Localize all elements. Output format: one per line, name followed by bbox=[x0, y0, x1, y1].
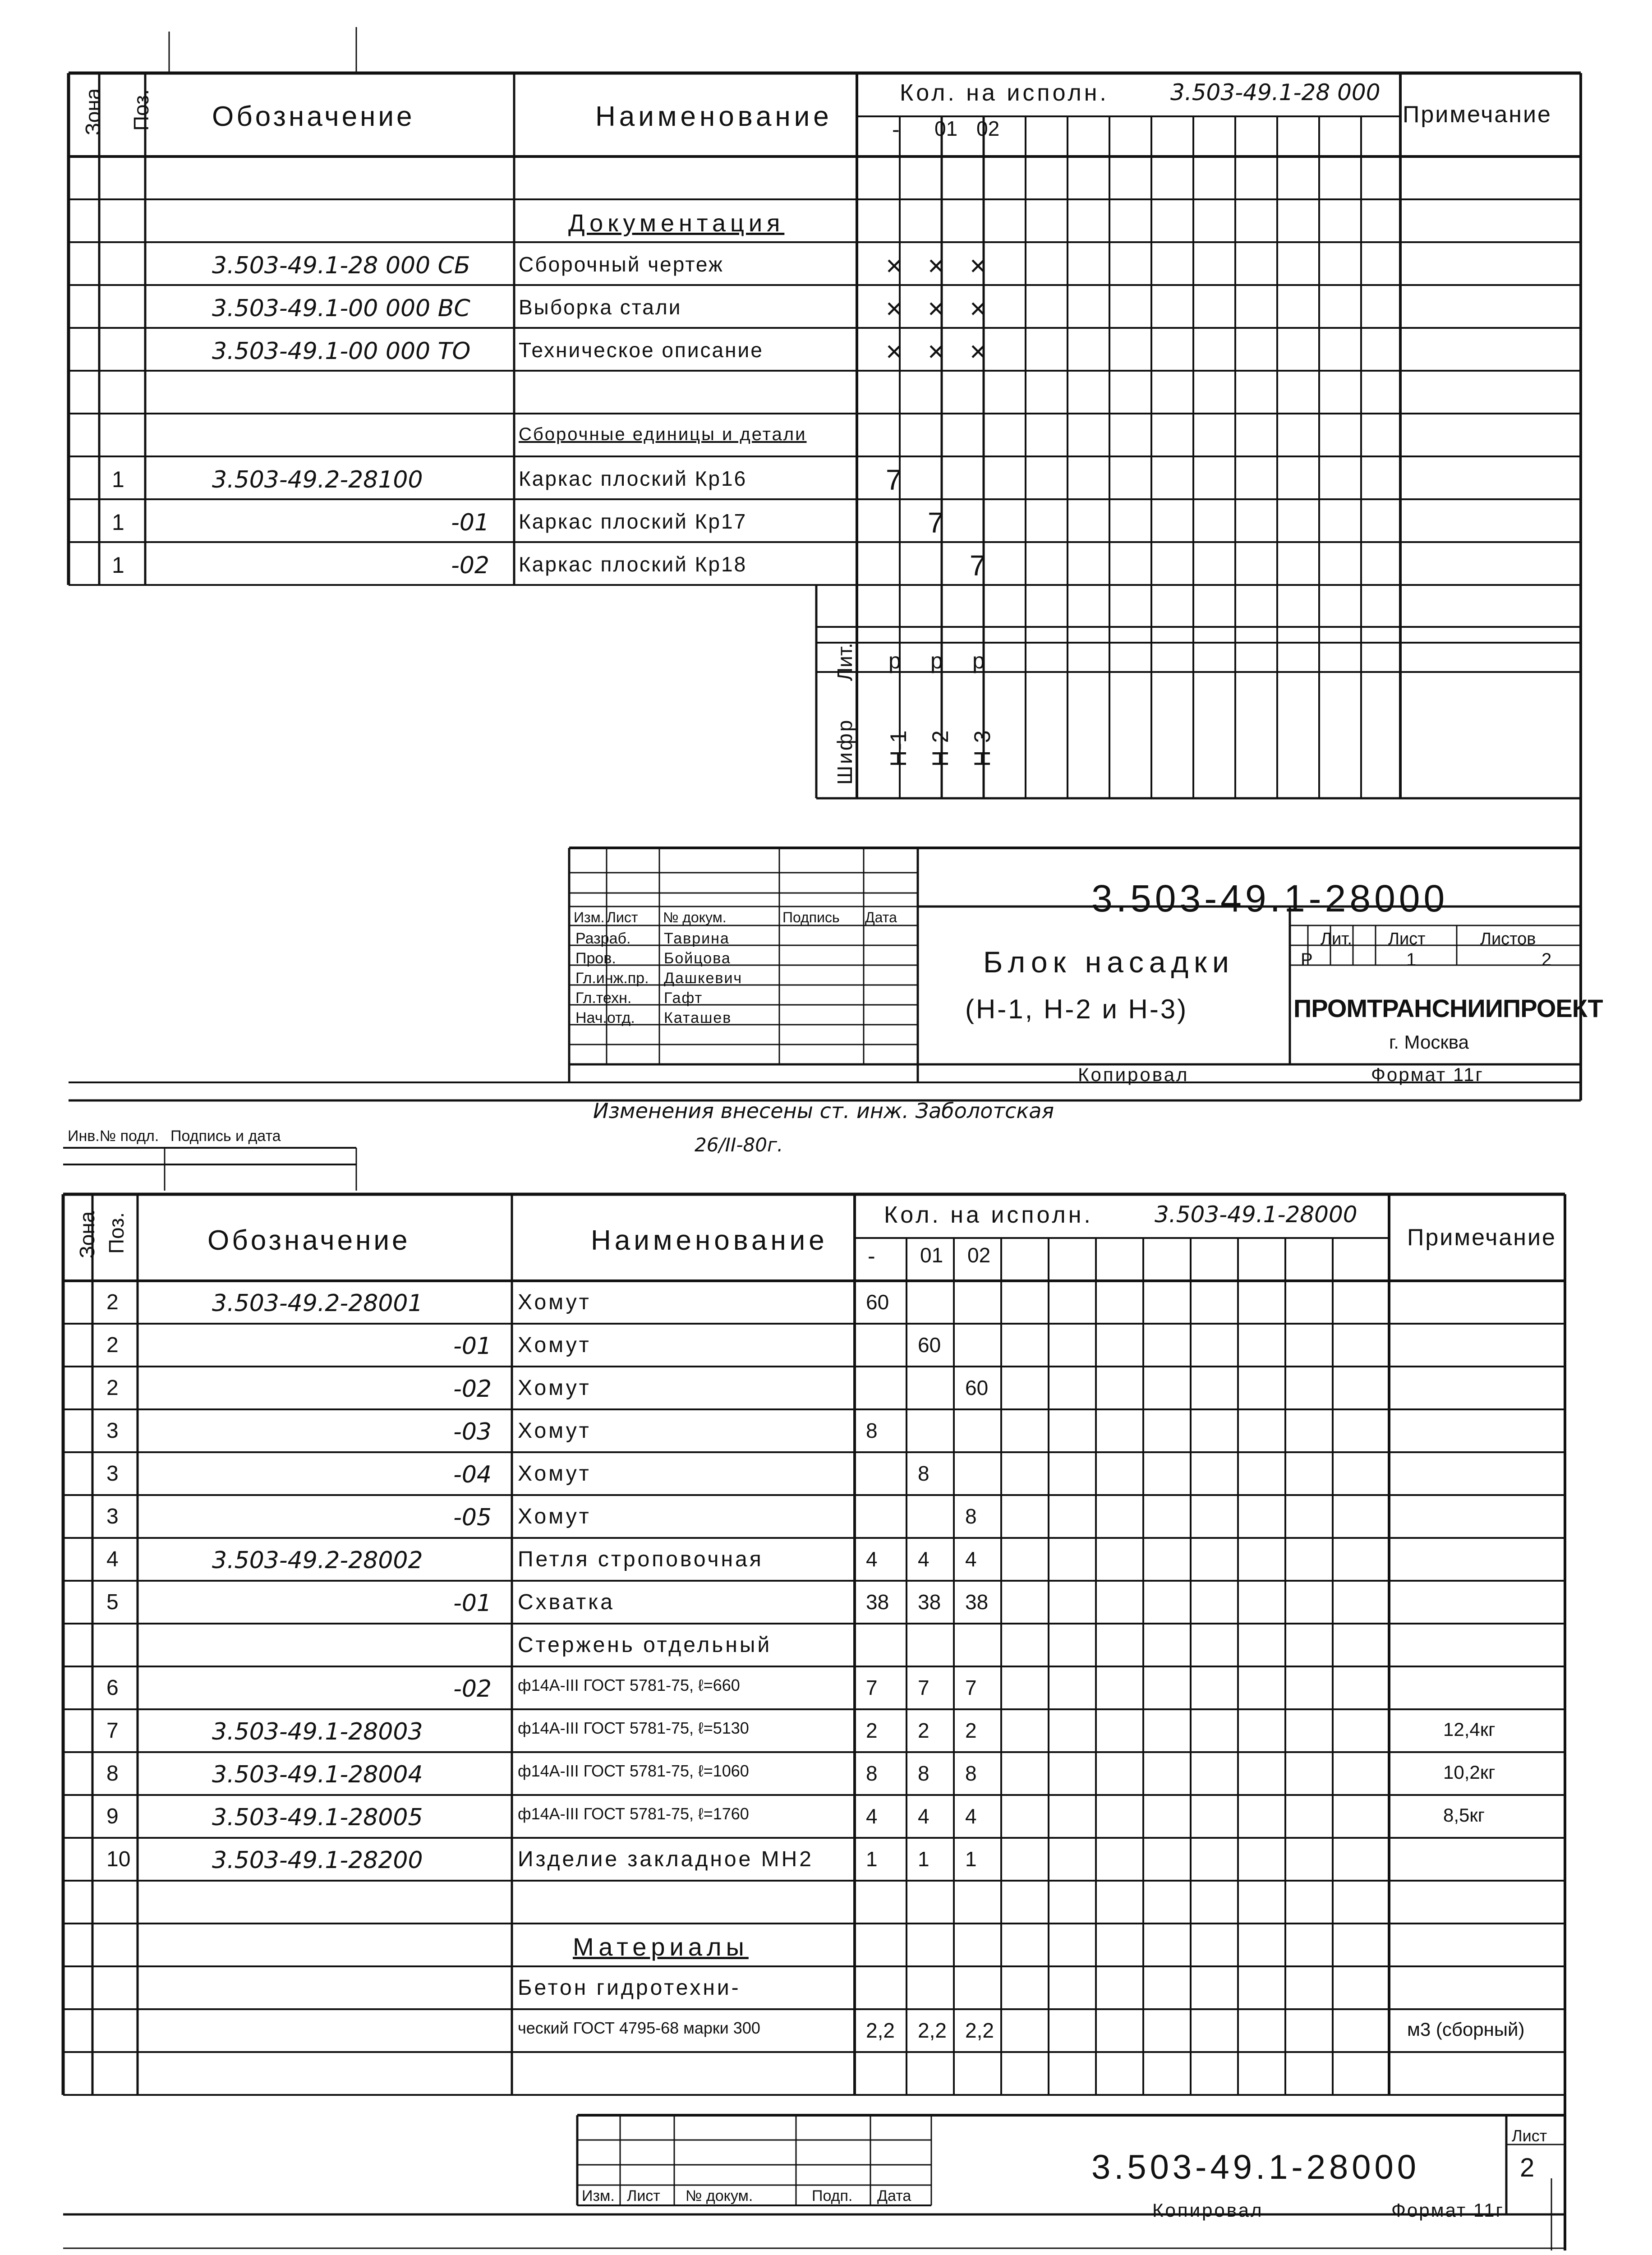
bottom-row-qty-c0: 4 bbox=[866, 1804, 878, 1828]
titleblock-person: Дашкевич bbox=[664, 970, 743, 987]
titleblock-header-cell: Дата bbox=[865, 909, 897, 925]
top-row-pos: 1 bbox=[112, 467, 124, 492]
top-row-qty-c2: × bbox=[970, 292, 987, 325]
titleblock-role: Гл.техн. bbox=[575, 989, 632, 1007]
titleblock-title-line1: Блок насадки bbox=[983, 945, 1234, 979]
bottom-row-name: Хомут bbox=[518, 1333, 591, 1357]
bottom-row-name: Материалы bbox=[573, 1933, 749, 1961]
bottom-block-list-value: 2 bbox=[1520, 2153, 1535, 2182]
bottom-row-designation: -02 bbox=[453, 1376, 492, 1403]
bottom-header-note: Примечание bbox=[1407, 1224, 1556, 1251]
top-row-name: Каркас плоский Кр16 bbox=[519, 467, 747, 490]
bottom-row-qty-c1: 38 bbox=[918, 1590, 941, 1614]
top-row-name: Техническое описание bbox=[519, 338, 764, 362]
bottom-row-qty-c0: 7 bbox=[866, 1676, 878, 1699]
top-header-name: Наименование bbox=[595, 101, 833, 132]
lit-label: Лит. bbox=[833, 643, 856, 681]
bottom-row-name: Хомут bbox=[518, 1462, 591, 1486]
bottom-row-pos: 8 bbox=[106, 1762, 119, 1786]
top-row-qty-c1: × bbox=[928, 335, 945, 368]
bottom-row-pos: 5 bbox=[106, 1590, 119, 1614]
bottom-row-qty-c0: 38 bbox=[866, 1590, 889, 1614]
bottom-row-designation: -03 bbox=[453, 1418, 492, 1445]
changes-text-line1: Изменения внесены ст. инж. Заболотская bbox=[593, 1099, 1054, 1123]
titleblock-listov-value: 2 bbox=[1542, 950, 1552, 970]
bottom-row-qty-c0: 1 bbox=[866, 1847, 878, 1871]
bottom-row-qty-c2: 1 bbox=[965, 1847, 977, 1871]
top-row-qty-c2: × bbox=[970, 335, 987, 368]
bottom-row-designation: -04 bbox=[453, 1461, 492, 1488]
bottom-row-pos: 3 bbox=[106, 1505, 119, 1528]
titleblock-list-value: 1 bbox=[1406, 950, 1417, 970]
top-row-qty-c1: × bbox=[928, 249, 945, 282]
bottom-row-pos: 3 bbox=[106, 1419, 119, 1443]
top-row-qty-c2: × bbox=[970, 249, 987, 282]
bottom-row-pos: 2 bbox=[106, 1333, 119, 1357]
top-row-pos: 1 bbox=[112, 552, 124, 578]
bottom-row-qty-c1: 7 bbox=[918, 1676, 930, 1699]
titleblock-listov-header: Листов bbox=[1480, 930, 1536, 948]
titleblock-person: Бойцова bbox=[664, 950, 731, 967]
bottom-row-designation: 3.503-49.2-28002 bbox=[212, 1547, 423, 1574]
bottom-block-header-cell: Изм. bbox=[582, 2187, 615, 2204]
bottom-row-pos: 6 bbox=[106, 1676, 119, 1700]
bottom-row-name: Стержень отдельный bbox=[518, 1633, 772, 1657]
top-header-pos: Поз. bbox=[129, 89, 153, 131]
bottom-row-qty-c0: 2 bbox=[866, 1719, 878, 1742]
bottom-row-qty-c2: 4 bbox=[965, 1547, 977, 1571]
titleblock-org: ПРОМТРАНСНИИПРОЕКТ bbox=[1293, 994, 1603, 1022]
bottom-block-header-cell: № докум. bbox=[686, 2187, 753, 2204]
lit-value-0: р bbox=[888, 648, 901, 673]
bottom-row-qty-c2: 60 bbox=[965, 1376, 989, 1399]
bottom-row-pos: 7 bbox=[106, 1719, 119, 1743]
bottom-row-qty-c0: 2,2 bbox=[866, 2019, 895, 2042]
top-row-designation: 3.503-49.1-28 000 СБ bbox=[212, 252, 470, 279]
titleblock-person: Гафт bbox=[664, 989, 703, 1007]
bottom-row-qty-c1: 2,2 bbox=[918, 2019, 947, 2042]
top-row-name: Каркас плоский Кр17 bbox=[519, 510, 747, 533]
top-row-designation: 3.503-49.1-00 000 ВС bbox=[212, 295, 470, 322]
bottom-row-qty-c2: 2,2 bbox=[965, 2019, 994, 2042]
bottom-row-name: Петля строповочная bbox=[518, 1547, 764, 1571]
bottom-row-name: ф14А-III ГОСТ 5781-75, ℓ=660 bbox=[518, 1676, 740, 1694]
sign-date-label: Подпись и дата bbox=[170, 1128, 281, 1145]
titleblock-header-cell: Подпись bbox=[782, 909, 840, 925]
bottom-row-qty-c1: 1 bbox=[918, 1847, 930, 1871]
bottom-row-designation: 3.503-49.1-28004 bbox=[212, 1761, 423, 1788]
top-row-designation: -01 bbox=[451, 509, 489, 536]
titleblock-city: г. Москва bbox=[1389, 1031, 1469, 1053]
bottom-header-designation: Обозначение bbox=[207, 1225, 410, 1256]
bottom-row-name: Хомут bbox=[518, 1376, 591, 1400]
bottom-row-qty-c2: 38 bbox=[965, 1590, 989, 1614]
top-row-name: Документация bbox=[568, 210, 785, 237]
bottom-row-name: Хомут bbox=[518, 1419, 591, 1443]
bottom-row-qty-c1: 8 bbox=[918, 1762, 930, 1785]
bottom-row-qty-c0: 8 bbox=[866, 1419, 878, 1442]
bottom-row-designation: -05 bbox=[453, 1504, 492, 1531]
titleblock-header-cell: Изм. bbox=[574, 909, 605, 925]
top-row-qty-c0: × bbox=[886, 335, 903, 368]
bottom-row-designation: -01 bbox=[453, 1590, 492, 1617]
cipher-label: Шифр bbox=[833, 718, 856, 785]
top-row-designation: 3.503-49.1-00 000 ТО bbox=[212, 338, 471, 365]
top-header-designation: Обозначение bbox=[212, 101, 415, 132]
titleblock-header-cell: Лист bbox=[607, 909, 638, 925]
top-header-qty-doc: 3.503-49.1-28 000 bbox=[1170, 79, 1381, 106]
bottom-row-designation: 3.503-49.1-28005 bbox=[212, 1804, 423, 1831]
top-row-pos: 1 bbox=[112, 510, 124, 535]
titleblock-lit-value: Р bbox=[1301, 950, 1313, 970]
bottom-row-name: ф14А-III ГОСТ 5781-75, ℓ=5130 bbox=[518, 1719, 749, 1737]
bottom-row-qty-c1: 4 bbox=[918, 1804, 930, 1828]
titleblock-person: Таврина bbox=[664, 930, 730, 947]
bottom-row-qty-c1: 8 bbox=[918, 1462, 930, 1485]
bottom-row-name: ф14А-III ГОСТ 5781-75, ℓ=1760 bbox=[518, 1804, 749, 1823]
bottom-row-pos: 3 bbox=[106, 1462, 119, 1486]
bottom-block-doc-number: 3.503-49.1-28000 bbox=[1091, 2148, 1420, 2186]
top-row-qty-c0: × bbox=[886, 292, 903, 325]
top-header-col-01: 01 bbox=[934, 117, 958, 140]
titleblock-copied: Копировал bbox=[1078, 1064, 1189, 1085]
bottom-row-qty-c1: 60 bbox=[918, 1333, 941, 1357]
bottom-row-qty-c0: 8 bbox=[866, 1762, 878, 1785]
bottom-row-designation: 3.503-49.1-28200 bbox=[212, 1847, 423, 1874]
titleblock-role: Пров. bbox=[575, 950, 616, 967]
titleblock-doc-number: 3.503-49.1-28000 bbox=[1091, 877, 1449, 920]
top-row-qty-c2: 7 bbox=[970, 549, 986, 582]
bottom-row-note: м3 (сборный) bbox=[1407, 2019, 1525, 2040]
titleblock-role: Гл.инж.пр. bbox=[575, 970, 649, 987]
titleblock-title-line2: (Н-1, Н-2 и Н-3) bbox=[965, 994, 1188, 1024]
top-header-col-dash: - bbox=[892, 117, 900, 142]
top-row-designation: 3.503-49.2-28100 bbox=[212, 466, 423, 493]
bottom-row-name: Изделие закладное МН2 bbox=[518, 1847, 814, 1871]
bottom-header-col-02: 02 bbox=[967, 1243, 991, 1267]
bottom-row-qty-c1: 4 bbox=[918, 1547, 930, 1571]
bottom-header-pos: Поз. bbox=[105, 1212, 128, 1254]
bottom-row-name: Схватка bbox=[518, 1590, 615, 1614]
bottom-row-designation: 3.503-49.1-28003 bbox=[212, 1718, 423, 1745]
bottom-row-pos: 10 bbox=[106, 1847, 131, 1871]
bottom-row-qty-c2: 4 bbox=[965, 1804, 977, 1828]
top-row-qty-c0: × bbox=[886, 249, 903, 282]
titleblock-role: Разраб. bbox=[575, 930, 631, 947]
top-header-note: Примечание bbox=[1403, 101, 1552, 128]
bottom-row-designation: -02 bbox=[453, 1675, 492, 1703]
top-header-zone: Зона bbox=[81, 88, 105, 135]
bottom-row-note: 12,4кг bbox=[1443, 1719, 1496, 1740]
cipher-value-0: Н-1 bbox=[886, 730, 911, 767]
lit-value-2: р bbox=[972, 648, 985, 673]
top-row-name: Выборка стали bbox=[519, 295, 682, 319]
bottom-header-col-01: 01 bbox=[920, 1243, 943, 1267]
top-header-qty: Кол. на исполн. bbox=[900, 80, 1109, 106]
titleblock-list-header: Лист bbox=[1388, 930, 1426, 948]
bottom-row-pos: 9 bbox=[106, 1804, 119, 1828]
bottom-row-qty-c2: 2 bbox=[965, 1719, 977, 1742]
bottom-row-qty-c2: 8 bbox=[965, 1762, 977, 1785]
bottom-row-pos: 2 bbox=[106, 1290, 119, 1314]
bottom-row-name: Хомут bbox=[518, 1505, 591, 1528]
titleblock-format: Формат 11г bbox=[1371, 1064, 1484, 1085]
titleblock-lit-header: Лит. bbox=[1321, 930, 1352, 948]
titleblock-role: Нач.отд. bbox=[575, 1009, 635, 1026]
bottom-row-name: ческий ГОСТ 4795-68 марки 300 bbox=[518, 2019, 760, 2037]
bottom-block-list-header: Лист bbox=[1512, 2126, 1547, 2145]
top-row-name: Каркас плоский Кр18 bbox=[519, 552, 747, 576]
inv-label: Инв.№ подл. bbox=[68, 1128, 159, 1145]
bottom-block-copied: Копировал bbox=[1152, 2200, 1264, 2221]
changes-text-line2: 26/II-80г. bbox=[695, 1134, 783, 1156]
bottom-row-qty-c0: 60 bbox=[866, 1290, 889, 1314]
bottom-block-format: Формат 11г bbox=[1391, 2200, 1504, 2221]
top-row-qty-c0: 7 bbox=[886, 464, 902, 496]
bottom-row-name: ф14А-III ГОСТ 5781-75, ℓ=1060 bbox=[518, 1762, 749, 1780]
bottom-block-header-cell: Дата bbox=[877, 2187, 911, 2204]
bottom-row-qty-c2: 7 bbox=[965, 1676, 977, 1699]
bottom-header-zone: Зона bbox=[75, 1211, 99, 1258]
top-row-qty-c1: 7 bbox=[928, 506, 944, 539]
top-row-name: Сборочные единицы и детали bbox=[519, 424, 807, 444]
top-header-col-02: 02 bbox=[976, 117, 1000, 140]
bottom-header-col-dash: - bbox=[868, 1243, 875, 1269]
bottom-header-qty-doc: 3.503-49.1-28000 bbox=[1155, 1201, 1357, 1228]
bottom-row-qty-c1: 2 bbox=[918, 1719, 930, 1742]
bottom-row-designation: 3.503-49.2-28001 bbox=[212, 1290, 423, 1317]
top-row-qty-c1: × bbox=[928, 292, 945, 325]
bottom-row-pos: 4 bbox=[106, 1547, 119, 1571]
bottom-row-qty-c0: 4 bbox=[866, 1547, 878, 1571]
bottom-row-note: 8,5кг bbox=[1443, 1804, 1485, 1826]
top-row-designation: -02 bbox=[451, 552, 489, 579]
bottom-row-name: Хомут bbox=[518, 1290, 591, 1314]
lit-value-1: р bbox=[930, 648, 943, 673]
bottom-block-header-cell: Подп. bbox=[812, 2187, 853, 2204]
cipher-value-2: Н-3 bbox=[970, 730, 995, 767]
bottom-header-qty: Кол. на исполн. bbox=[884, 1202, 1093, 1228]
bottom-row-designation: -01 bbox=[453, 1333, 492, 1360]
bottom-block-header-cell: Лист bbox=[627, 2187, 660, 2204]
titleblock-header-cell: № докум. bbox=[663, 909, 727, 925]
bottom-header-name: Наименование bbox=[591, 1225, 828, 1256]
cipher-value-1: Н-2 bbox=[928, 730, 953, 767]
bottom-row-pos: 2 bbox=[106, 1376, 119, 1400]
bottom-row-note: 10,2кг bbox=[1443, 1762, 1496, 1783]
bottom-row-name: Бетон гидротехни- bbox=[518, 1976, 741, 2000]
top-row-name: Сборочный чертеж bbox=[519, 253, 724, 276]
titleblock-person: Каташев bbox=[664, 1009, 732, 1026]
bottom-row-qty-c2: 8 bbox=[965, 1505, 977, 1528]
